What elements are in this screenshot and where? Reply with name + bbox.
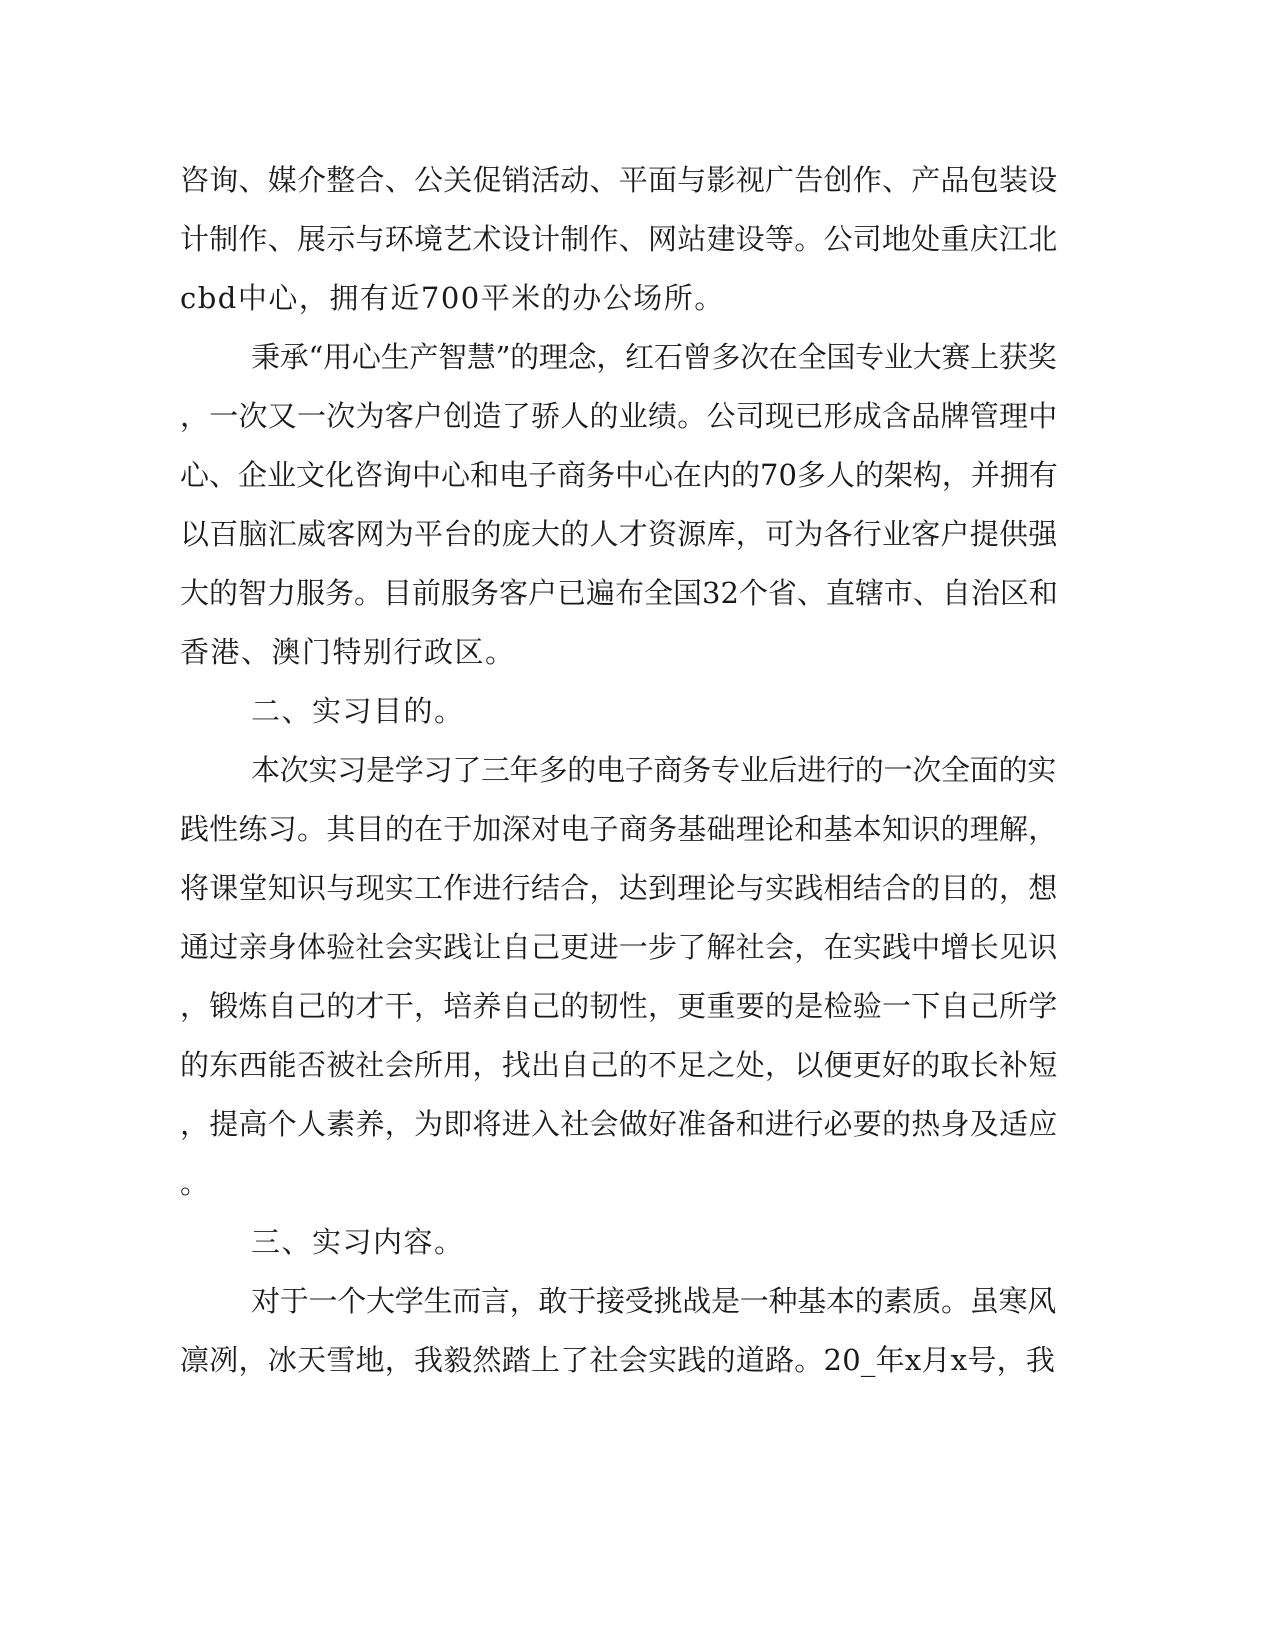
paragraph-line: 计制作、展示与环境艺术设计制作、网站建设等。公司地处重庆江北 — [180, 222, 1058, 256]
section-heading: 三、实习内容。 — [251, 1225, 465, 1259]
paragraph-line: 心、企业文化咨询中心和电子商务中心在内的70多人的架构，并拥有 — [180, 458, 1058, 492]
paragraph-line: 将课堂知识与现实工作进行结合，达到理论与实践相结合的目的，想 — [180, 871, 1058, 905]
section-heading: 二、实习目的。 — [251, 694, 465, 728]
paragraph-line: 本次实习是学习了三年多的电子商务专业后进行的一次全面的实 — [251, 753, 1057, 787]
paragraph-line: 。 — [180, 1166, 211, 1200]
paragraph-line: ，锻炼自己的才干，培养自己的韧性，更重要的是检验一下自己所学 — [180, 989, 1058, 1023]
paragraph-line: ，提高个人素养，为即将进入社会做好准备和进行必要的热身及适应 — [180, 1107, 1058, 1141]
paragraph-line: 的东西能否被社会所用，找出自己的不足之处，以便更好的取长补短 — [180, 1048, 1058, 1082]
paragraph-line: 以百脑汇威客网为平台的庞大的人才资源库，可为各行业客户提供强 — [180, 517, 1058, 551]
paragraph-line: 大的智力服务。目前服务客户已遍布全国32个省、直辖市、自治区和 — [180, 576, 1058, 610]
paragraph-line: 践性练习。其目的在于加深对电子商务基础理论和基本知识的理解， — [180, 812, 1058, 846]
paragraph-line: cbd中心，拥有近700平米的办公场所。 — [180, 281, 725, 315]
paragraph-line: 通过亲身体验社会实践让自己更进一步了解社会，在实践中增长见识 — [180, 930, 1058, 964]
paragraph-line: 凛冽，冰天雪地，我毅然踏上了社会实践的道路。20_年x月x号，我 — [180, 1343, 1056, 1377]
paragraph-line: 咨询、媒介整合、公关促销活动、平面与影视广告创作、产品包装设 — [180, 163, 1058, 197]
paragraph-line: 对于一个大学生而言，敢于接受挑战是一种基本的素质。虽寒风 — [251, 1284, 1057, 1318]
paragraph-line: ，一次又一次为客户创造了骄人的业绩。公司现已形成含品牌管理中 — [180, 399, 1058, 433]
paragraph-line: 香港、澳门特别行政区。 — [180, 635, 516, 669]
paragraph-line: 秉承“用心生产智慧”的理念，红石曾多次在全国专业大赛上获奖 — [251, 340, 1057, 374]
